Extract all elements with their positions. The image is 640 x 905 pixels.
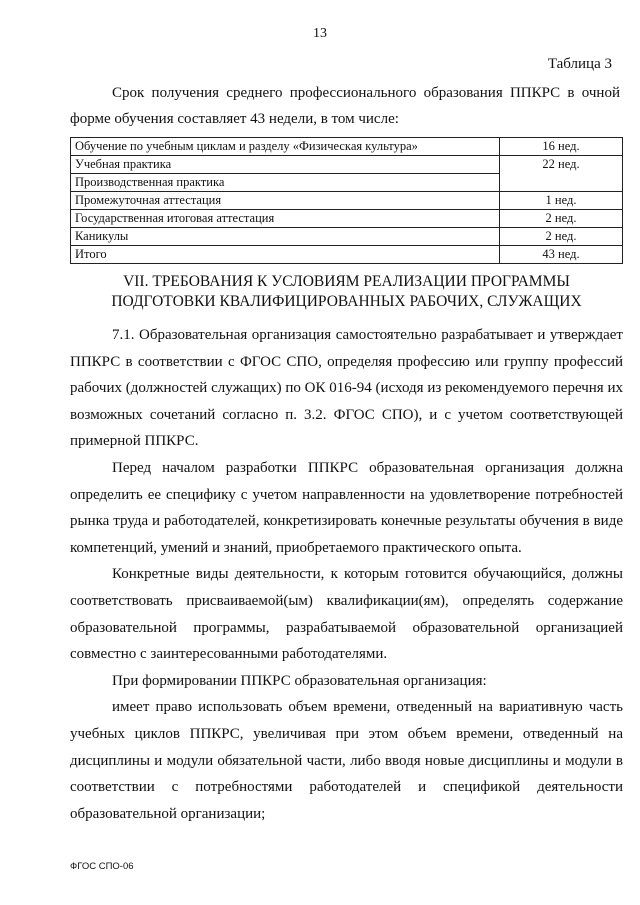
table-cell-item: Обучение по учебным циклам и разделу «Физическая культура»: [71, 138, 500, 156]
table-cell-duration: 22 нед.: [500, 156, 623, 174]
table-cell-duration: [500, 174, 623, 192]
paragraph-variable-part: имеет право использовать объем времени, отведенный на вариативную часть учебных циклов ППКРС, увеличивая при этом объем времени, отведенный на дисциплины и модули обязательной части, либо вводя новые дисциплины и модули в соответствии с потребностями работодателей и спецификой деятельности образовательной организации;: [70, 699, 623, 822]
table-row: [71, 246, 623, 264]
paragraph-7-1: 7.1. Образовательная организация самостоятельно разрабатывает и утверждает ППКРС в соответствии с ФГОС СПО, определяя профессию или группу профессий рабочих (должностей служащих) по ОК 016-94 (исходя из рекомендуемого перечня их возможных сочетаний согласно п. 3.2. ФГОС СПО), и с учетом соответствующей примерной ППКРС.: [70, 327, 623, 450]
table-cell-item: Итого: [71, 246, 500, 264]
table-cell-item: Учебная практика: [71, 156, 500, 174]
table-row: [71, 192, 623, 210]
table-cell-item: Государственная итоговая аттестация: [71, 210, 500, 228]
body-text: [70, 322, 623, 827]
intro-paragraph: Срок получения среднего профессионального образования ППКРС в очной форме обучения составляет 43 недели, в том числе:: [70, 85, 620, 127]
paragraph-activities: Конкретные виды деятельности, к которым готовится обучающийся, должны соответствовать присваиваемой(ым) квалификации(ям), определять содержание образовательной программы, разрабатываемой образовательной организацией совместно с заинтересованными работодателями.: [70, 566, 623, 663]
paragraph-formation-intro: При формировании ППКРС образовательная организация:: [112, 672, 487, 689]
table-cell-item: Промежуточная аттестация: [71, 192, 500, 210]
footer-standard-code: ФГОС СПО-06: [70, 861, 134, 872]
table-caption: Таблица 3: [547, 56, 612, 72]
table-row: [71, 174, 623, 192]
table-cell-duration: 43 нед.: [500, 246, 623, 264]
study-duration-table: [70, 137, 623, 264]
paragraph-specifics: Перед началом разработки ППКРС образовательная организация должна определить ее специфику с учетом направленности на удовлетворение потребностей рынка труда и работодателей, конкретизировать конечные результаты обучения в виде компетенций, умений и знаний, приобретаемого практического опыта.: [70, 459, 623, 556]
table-row: [71, 210, 623, 228]
section-heading-line-1: VII. ТРЕБОВАНИЯ К УСЛОВИЯМ РЕАЛИЗАЦИИ ПРОГРАММЫ: [123, 273, 570, 290]
page-number: 13: [313, 26, 327, 41]
table-row: [71, 156, 623, 174]
table-cell-duration: 16 нед.: [500, 138, 623, 156]
table-row: [71, 228, 623, 246]
table-cell-duration: 1 нед.: [500, 192, 623, 210]
table-row: [71, 138, 623, 156]
table-cell-duration: 2 нед.: [500, 210, 623, 228]
section-heading-line-2: ПОДГОТОВКИ КВАЛИФИЦИРОВАННЫХ РАБОЧИХ, СЛУЖАЩИХ: [111, 293, 582, 310]
table-cell-duration: 2 нед.: [500, 228, 623, 246]
table-cell-item: Производственная практика: [71, 174, 500, 192]
table-cell-item: Каникулы: [71, 228, 500, 246]
section-heading: [70, 272, 623, 312]
